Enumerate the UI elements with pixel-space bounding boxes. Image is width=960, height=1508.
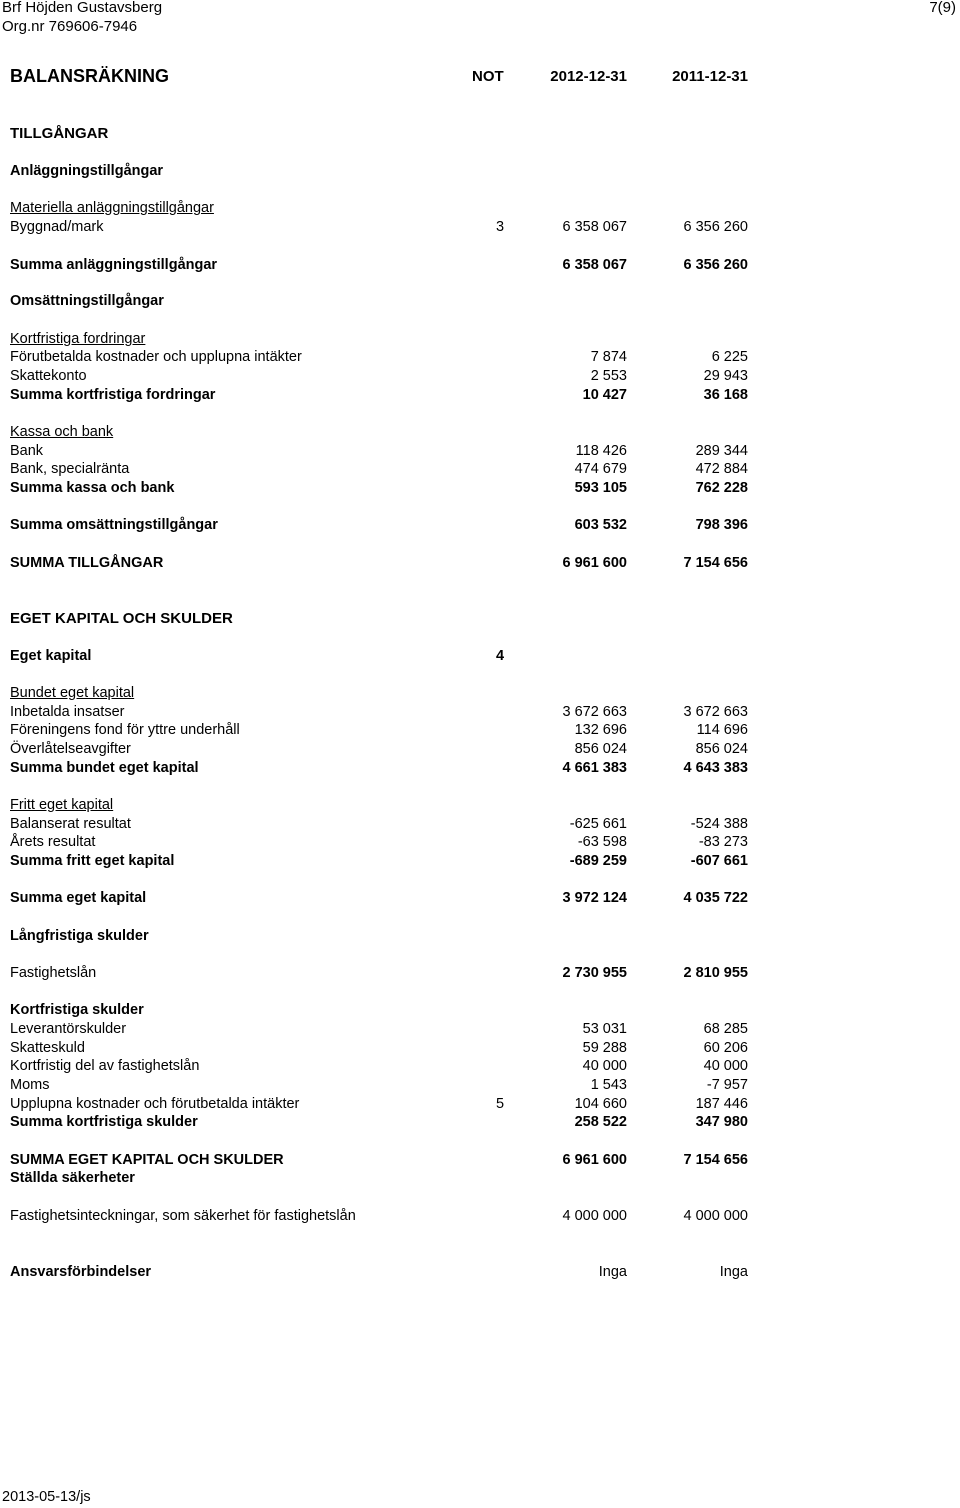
row-value-2012: 258 522 xyxy=(574,1114,627,1130)
row-label-upplupna-kostnader-och-forutbetalda-intakter: Upplupna kostnader och förutbetalda intäkter xyxy=(10,1096,300,1112)
row-value-2011: 114 696 xyxy=(696,722,748,738)
row-value-2011: 3 672 663 xyxy=(683,704,748,720)
row-value-2011: 6 356 260 xyxy=(683,257,748,273)
row-label-inbetalda-insatser: Inbetalda insatser xyxy=(10,704,125,720)
table-row xyxy=(0,256,960,275)
row-value-2012: Inga xyxy=(598,1264,627,1280)
table-row xyxy=(0,1076,960,1095)
table-row xyxy=(0,1169,960,1188)
row-value-2011: 6 356 260 xyxy=(683,219,748,235)
row-label-overlatelseavgifter: Överlåtelseavgifter xyxy=(10,741,131,757)
table-row xyxy=(0,852,960,871)
row-label-summa-tillgangar: SUMMA TILLGÅNGAR xyxy=(10,555,164,571)
row-label-fastighetsinteckningar-som-sakerhet-for-fastighetslan: Fastighetsinteckningar, som säkerhet för fastighetslån xyxy=(10,1208,356,1224)
row-value-2011: 4 035 722 xyxy=(683,890,748,906)
row-value-2012: 40 000 xyxy=(582,1058,627,1074)
row-label-moms: Moms xyxy=(10,1077,50,1093)
org-header xyxy=(2,0,162,36)
column-header-2011: 2011-12-31 xyxy=(672,68,748,85)
table-row xyxy=(0,423,960,442)
row-value-2011: 187 446 xyxy=(695,1096,748,1112)
table-row xyxy=(0,684,960,703)
row-label-kortfristig-del-av-fastighetslan: Kortfristig del av fastighetslån xyxy=(10,1058,200,1074)
row-value-2012: 4 661 383 xyxy=(562,760,627,776)
row-value-2012: 2 553 xyxy=(590,368,627,384)
row-value-2012: 3 672 663 xyxy=(562,704,627,720)
row-label-skatteskuld: Skatteskuld xyxy=(10,1040,85,1056)
table-row xyxy=(0,647,960,666)
row-label-summa-fritt-eget-kapital: Summa fritt eget kapital xyxy=(10,853,175,869)
row-value-2011: -83 273 xyxy=(698,834,748,850)
row-value-2012: 104 660 xyxy=(574,1096,627,1112)
row-label-stallda-sakerheter: Ställda säkerheter xyxy=(10,1170,135,1186)
table-row xyxy=(0,1057,960,1076)
row-label-kortfristiga-skulder: Kortfristiga skulder xyxy=(10,1002,144,1018)
table-row xyxy=(0,386,960,405)
row-label-forutbetalda-kostnader-och-upplupna-intakter: Förutbetalda kostnader och upplupna intäkter xyxy=(10,349,302,365)
table-row xyxy=(0,554,960,573)
row-value-2011: 68 285 xyxy=(703,1021,748,1037)
table-row xyxy=(0,1039,960,1058)
row-label-tillgangar: TILLGÅNGAR xyxy=(10,125,109,142)
page-title: BALANSRÄKNING xyxy=(10,66,169,86)
row-label-bank: Bank xyxy=(10,443,44,459)
row-value-2011: 29 943 xyxy=(703,368,748,384)
row-value-2011: 856 024 xyxy=(695,741,748,757)
row-label-summa-anlaggningstillgangar: Summa anläggningstillgångar xyxy=(10,257,218,273)
row-label-leverantorskulder: Leverantörskulder xyxy=(10,1021,127,1037)
row-value-2011: 7 154 656 xyxy=(683,555,748,571)
row-label-summa-kassa-och-bank: Summa kassa och bank xyxy=(10,480,175,496)
org-name: Brf Höjden Gustavsberg xyxy=(2,0,163,16)
table-row xyxy=(0,442,960,461)
table-row xyxy=(0,759,960,778)
row-value-2012: 6 961 600 xyxy=(562,555,627,571)
row-value-2011: 4 000 000 xyxy=(683,1208,748,1224)
row-value-2012: 593 105 xyxy=(574,480,627,496)
row-label-anlaggningstillgangar: Anläggningstillgångar xyxy=(10,163,164,179)
footer-date-signature: 2013-05-13/js xyxy=(2,1489,91,1505)
row-label-byggnad-mark: Byggnad/mark xyxy=(10,219,104,235)
row-label-summa-eget-kapital-och-skulder: SUMMA EGET KAPITAL OCH SKULDER xyxy=(10,1152,284,1168)
table-row xyxy=(0,889,960,908)
row-value-2011: -7 957 xyxy=(706,1077,748,1093)
table-row xyxy=(0,703,960,722)
row-label-fritt-eget-kapital: Fritt eget kapital xyxy=(10,797,114,813)
table-row xyxy=(0,740,960,759)
table-row xyxy=(0,796,960,815)
table-row xyxy=(0,348,960,367)
row-value-2011: 36 168 xyxy=(703,387,748,403)
row-value-2012: 2 730 955 xyxy=(562,965,627,981)
row-value-2011: 4 643 383 xyxy=(683,760,748,776)
org-number: Org.nr 769606-7946 xyxy=(2,18,138,35)
row-value-2011: Inga xyxy=(719,1264,748,1280)
row-value-2012: 603 532 xyxy=(574,517,627,533)
row-value-2011: 60 206 xyxy=(703,1040,748,1056)
row-value-2012: -625 661 xyxy=(569,816,627,832)
row-value-2011: 2 810 955 xyxy=(683,965,748,981)
table-row xyxy=(0,609,960,628)
table-row xyxy=(0,199,960,218)
column-header-note: NOT xyxy=(472,68,504,85)
row-label-kassa-och-bank: Kassa och bank xyxy=(10,424,114,440)
row-value-2012: 118 426 xyxy=(575,443,627,459)
row-value-2012: 1 543 xyxy=(590,1077,627,1093)
table-row xyxy=(0,927,960,946)
table-row xyxy=(0,1095,960,1114)
table-row xyxy=(0,1151,960,1170)
row-value-2012: -63 598 xyxy=(577,834,627,850)
row-label-materiella-anlaggningstillgangar: Materiella anläggningstillgångar xyxy=(10,200,214,216)
row-value-2012: -689 259 xyxy=(569,853,627,869)
row-value-2012: 6 358 067 xyxy=(562,257,627,273)
table-row xyxy=(0,1113,960,1132)
table-row xyxy=(0,721,960,740)
row-value-2011: -524 388 xyxy=(690,816,748,832)
row-label-skattekonto: Skattekonto xyxy=(10,368,87,384)
table-row xyxy=(0,367,960,386)
table-row xyxy=(0,516,960,535)
row-value-2011: 6 225 xyxy=(711,349,748,365)
row-note: 4 xyxy=(496,648,505,664)
row-label-balanserat-resultat: Balanserat resultat xyxy=(10,816,131,832)
row-value-2012: 3 972 124 xyxy=(562,890,627,906)
row-note: 5 xyxy=(496,1096,505,1112)
table-row xyxy=(0,1020,960,1039)
row-label-fastighetslan: Fastighetslån xyxy=(10,965,97,981)
row-value-2012: 474 679 xyxy=(574,461,627,477)
row-value-2011: 472 884 xyxy=(695,461,748,477)
table-row xyxy=(0,460,960,479)
row-value-2011: 7 154 656 xyxy=(683,1152,748,1168)
row-value-2012: 132 696 xyxy=(574,722,627,738)
row-note: 3 xyxy=(496,219,505,235)
row-value-2011: 798 396 xyxy=(695,517,748,533)
table-row xyxy=(0,124,960,143)
row-label-langfristiga-skulder: Långfristiga skulder xyxy=(10,928,149,944)
table-row xyxy=(0,833,960,852)
column-header-2012: 2012-12-31 xyxy=(550,68,627,85)
title-row xyxy=(0,65,960,87)
row-value-2012: 53 031 xyxy=(582,1021,627,1037)
row-value-2012: 6 358 067 xyxy=(562,219,627,235)
row-label-omsattningstillgangar: Omsättningstillgångar xyxy=(10,293,164,309)
table-row xyxy=(0,964,960,983)
row-value-2012: 7 874 xyxy=(590,349,627,365)
row-value-2011: 289 344 xyxy=(695,443,748,459)
page-number: 7(9) xyxy=(929,0,956,16)
row-label-bank-specialranta: Bank, specialränta xyxy=(10,461,130,477)
row-label-summa-bundet-eget-kapital: Summa bundet eget kapital xyxy=(10,760,199,776)
table-row xyxy=(0,479,960,498)
table-row xyxy=(0,815,960,834)
table-row xyxy=(0,162,960,181)
table-row xyxy=(0,1263,960,1282)
row-value-2012: 856 024 xyxy=(574,741,627,757)
row-value-2011: 40 000 xyxy=(703,1058,748,1074)
row-label-summa-kortfristiga-fordringar: Summa kortfristiga fordringar xyxy=(10,387,216,403)
row-value-2012: 6 961 600 xyxy=(562,1152,627,1168)
row-label-ansvarsforbindelser: Ansvarsförbindelser xyxy=(10,1264,152,1280)
row-label-bundet-eget-kapital: Bundet eget kapital xyxy=(10,685,135,701)
table-row xyxy=(0,218,960,237)
row-label-summa-eget-kapital: Summa eget kapital xyxy=(10,890,147,906)
row-value-2012: 10 427 xyxy=(582,387,627,403)
row-label-summa-kortfristiga-skulder: Summa kortfristiga skulder xyxy=(10,1114,198,1130)
row-label-foreningens-fond-for-yttre-underhall: Föreningens fond för yttre underhåll xyxy=(10,722,240,738)
row-value-2012: 4 000 000 xyxy=(562,1208,627,1224)
row-label-kortfristiga-fordringar: Kortfristiga fordringar xyxy=(10,331,146,347)
table-row xyxy=(0,1001,960,1020)
row-value-2011: -607 661 xyxy=(690,853,748,869)
table-row xyxy=(0,292,960,311)
table-row xyxy=(0,330,960,349)
row-label-summa-omsattningstillgangar: Summa omsättningstillgångar xyxy=(10,517,218,533)
row-value-2011: 762 228 xyxy=(695,480,748,496)
row-label-eget-kapital: Eget kapital xyxy=(10,648,92,664)
table-row xyxy=(0,1207,960,1226)
row-label-arets-resultat: Årets resultat xyxy=(10,834,96,850)
row-value-2011: 347 980 xyxy=(695,1114,748,1130)
row-label-eget-kapital-och-skulder: EGET KAPITAL OCH SKULDER xyxy=(10,610,233,627)
row-value-2012: 59 288 xyxy=(582,1040,627,1056)
